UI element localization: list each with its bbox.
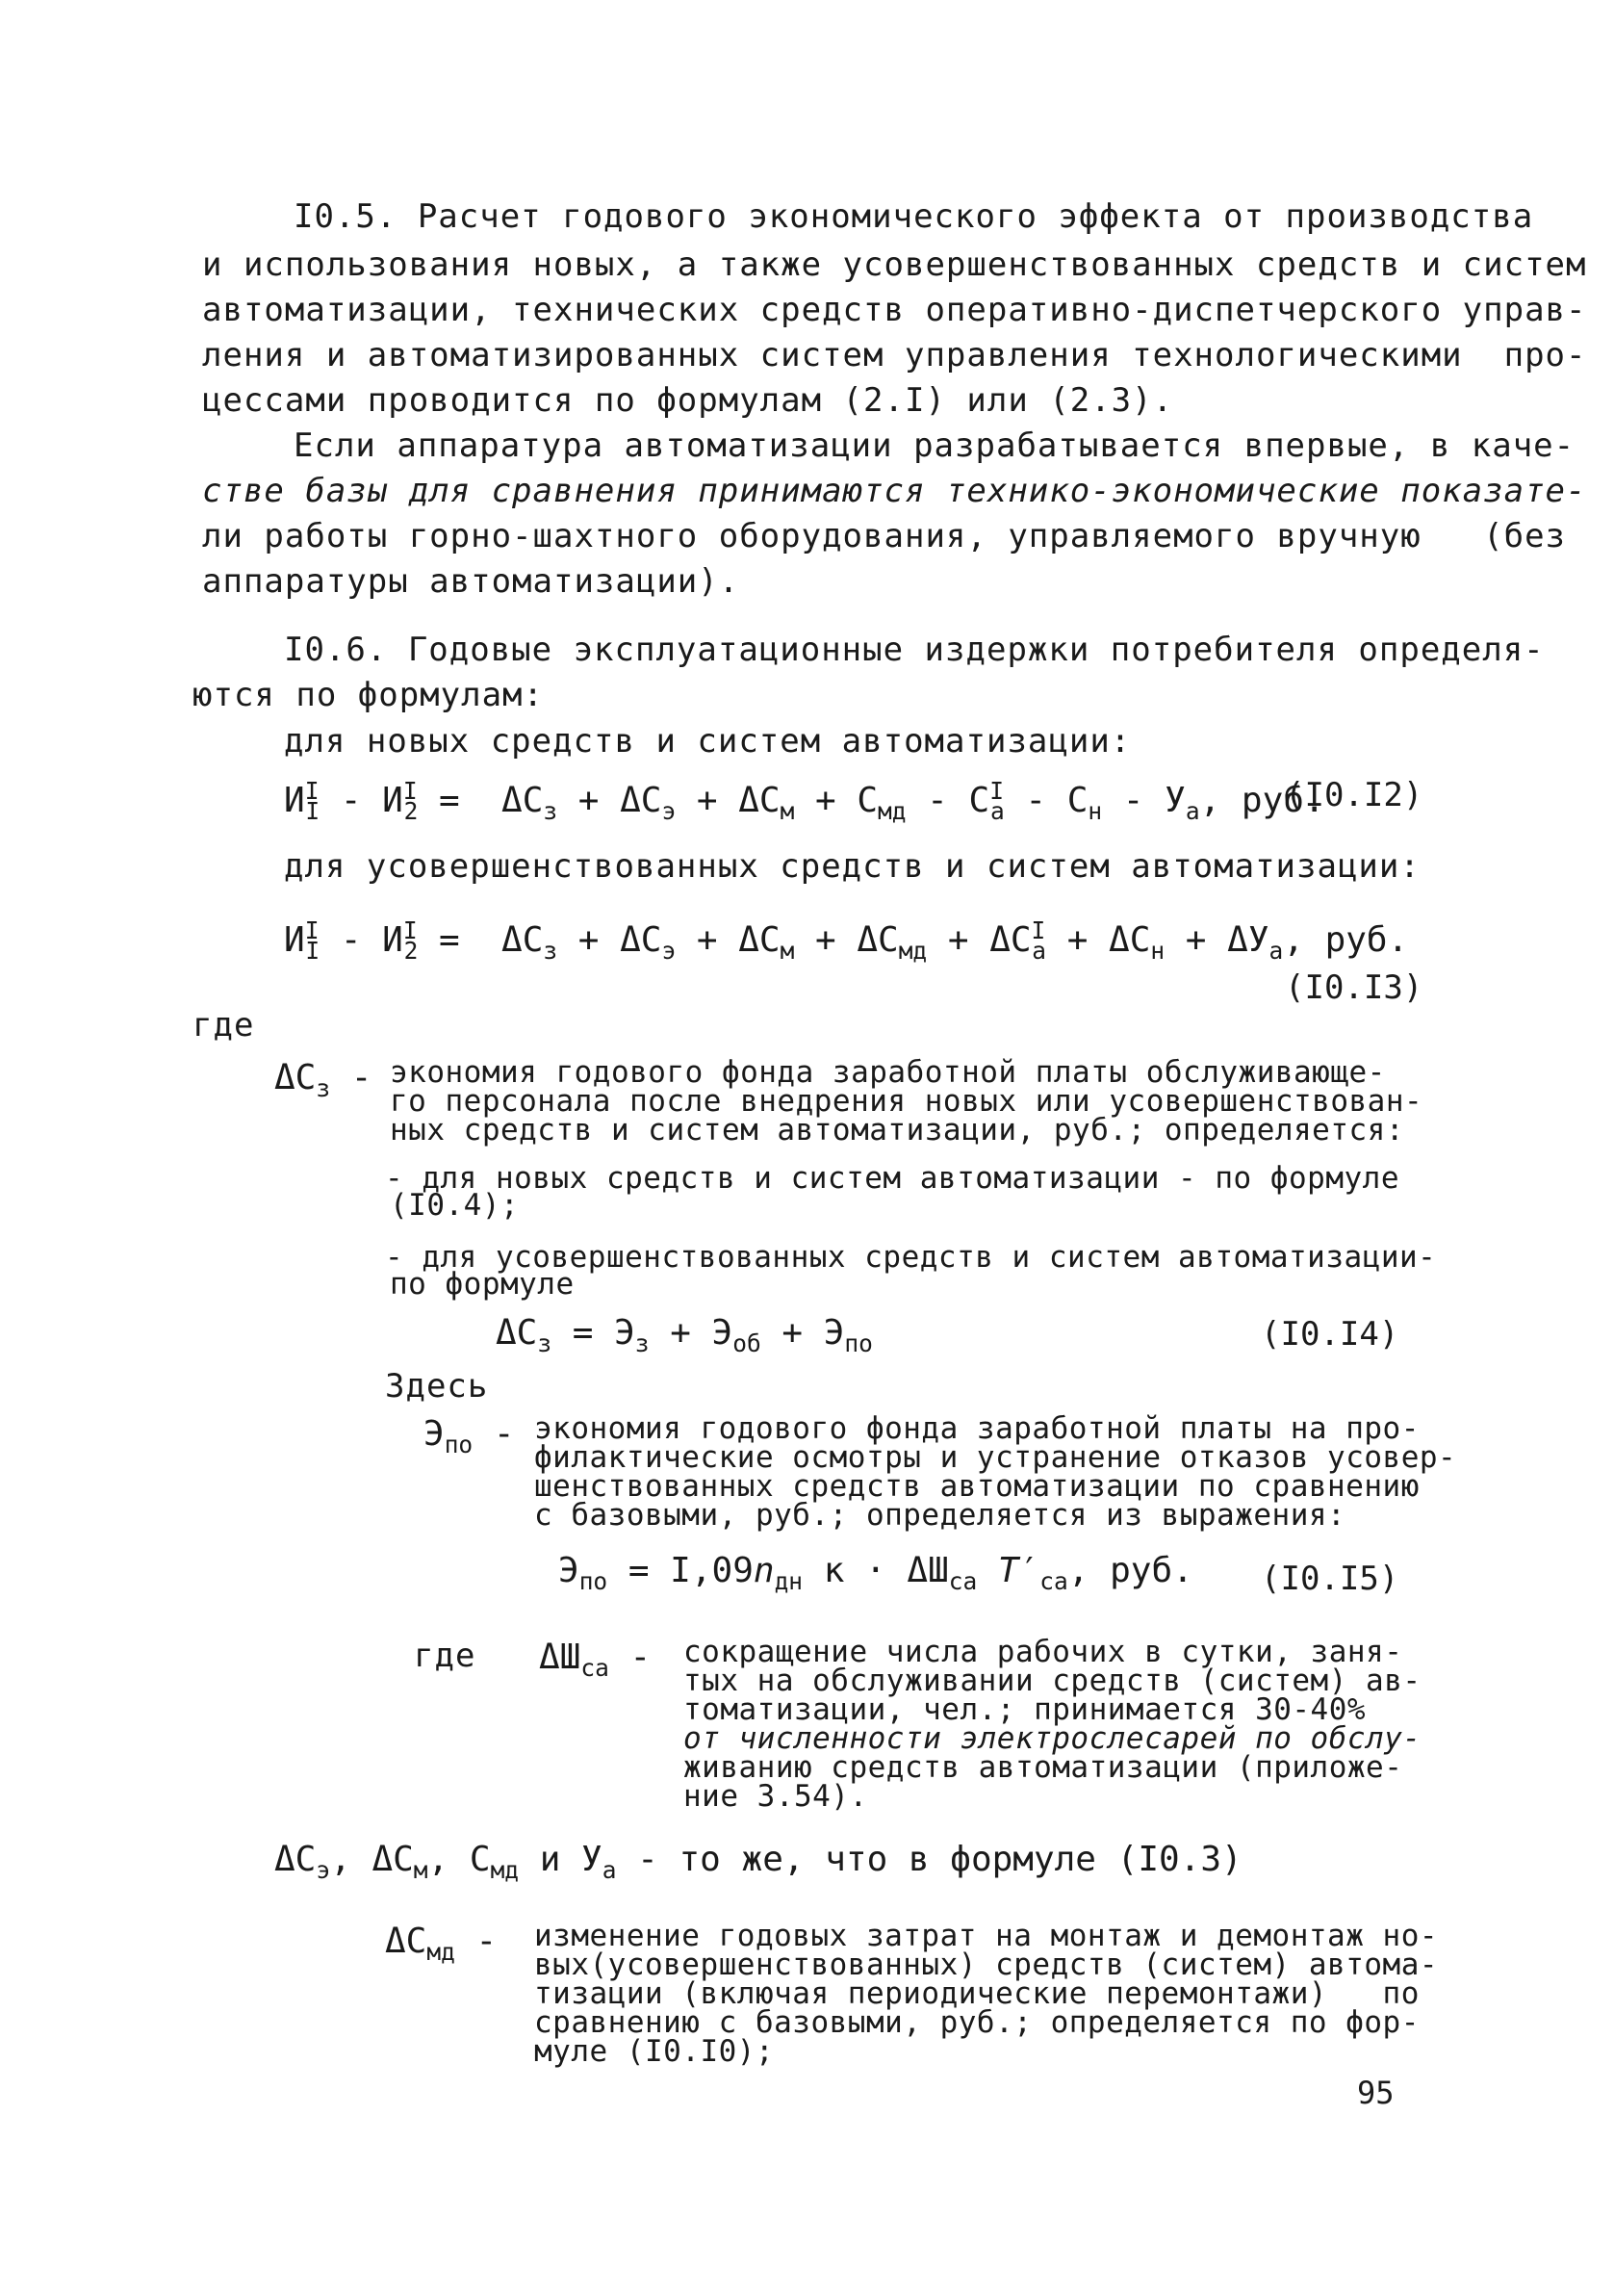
delta-shsa-def-line-5: живанию средств автоматизации (приложе- [683,1750,1403,1785]
delta-cz-def-line-3: ных средств и систем автоматизации, руб.; определяется: [390,1113,1404,1148]
delta-cz-def-line-2: го персонала после внедрения новых или усовершенствован- [390,1084,1423,1119]
formula-10-13-number: (I0.I3) [1285,968,1423,1007]
delta-cz-improved-line-2: по формуле [390,1267,575,1302]
delta-shsa-def-line-4: от численности электрослесарей по обслу- [683,1721,1422,1756]
apparatus-para-line-2: стве базы для сравнения принимаются технико-экономические показате- [202,472,1587,510]
page-number: 95 [1357,2075,1395,2111]
epo-symbol: $Э_{по}$ - [423,1414,515,1459]
formula-10-12: $И^I_I - И^I_2 = \Delta С_з + \Delta С_э + \Delta С_м + С_{мд} - С^I_а - С_н - У_а$, руб. [284,777,1325,826]
section-10-6-line-2: ются по формулам: [192,676,544,714]
epo-def-line-4: с базовыми, руб.; определяется из выражения: [534,1498,1346,1533]
delta-cmd-def-line-5: муле (I0.I0); [534,2034,775,2069]
section-10-5-line-4: ления и автоматизированных систем управления технологическими про- [202,336,1587,374]
delta-shsa-symbol: $\Delta Ш_{са}$ - [539,1638,652,1683]
formula-10-15: $Э_{по} = I,09n_{дн}$ $к \cdot \Delta Ш_{са}$ $T'_{са}$, руб. [558,1551,1193,1596]
section-10-5-line-3: автоматизации, технических средств оперативно-диспетчерского управ- [202,291,1587,329]
delta-shsa-def-line-1: сокращение числа рабочих в сутки, заня- [683,1635,1403,1669]
section-10-5-line-5: цессами проводится по формулам (2.I) или (2.3). [202,381,1174,420]
section-10-5-line-2: и использования новых, а также усовершенствованных средств и систем [202,245,1587,284]
new-means-label: для новых средств и систем автоматизации: [284,722,1132,761]
apparatus-para-line-4: аппаратуры автоматизации). [202,562,740,601]
delta-cmd-def-line-4: сравнению с базовыми, руб.; определяется по фор- [534,2005,1420,2040]
where-label: где [192,1006,255,1045]
delta-cmd-symbol: $\Delta С_{мд}$ - [385,1922,498,1967]
delta-shsa-def-line-3: томатизации, чел.; принимается 30-40% [683,1692,1367,1727]
formula-10-14-number: (I0.I4) [1261,1315,1399,1354]
delta-cz-improved-line-1: - для усовершенствованных средств и систем автоматизации- [385,1240,1437,1275]
formula-10-14: $\Delta С_з = Э_з + Э_{об} + Э_{по}$ [496,1313,873,1358]
epo-def-line-3: шенствованных средств автоматизации по сравнению [534,1469,1420,1504]
delta-cmd-def-line-1: изменение годовых затрат на монтаж и демонтаж но- [534,1919,1439,1953]
delta-shsa-def-line-6: ние 3.54). [683,1779,868,1814]
formula-10-12-number: (I0.I2) [1285,776,1423,814]
formula-10-15-number: (I0.I5) [1261,1560,1399,1598]
section-10-6-line-1: I0.6. Годовые эксплуатационные издержки потребителя определя- [284,631,1545,669]
delta-cz-symbol: $\Delta С_з$ - [274,1058,372,1103]
delta-shsa-def-line-2: тых на обслуживании средств (систем) ав- [683,1664,1422,1698]
delta-cmd-def-line-2: вых(усовершенствованных) средств (систем) автома- [534,1948,1439,1982]
here-label: Здесь [385,1367,489,1406]
delta-cz-def-line-1: экономия годового фонда заработной платы обслуживающе- [390,1055,1386,1090]
epo-def-line-2: филактические осмотры и устранение отказов усовер- [534,1440,1457,1475]
epo-def-line-1: экономия годового фонда заработной платы на про- [534,1411,1420,1446]
delta-cz-new-line-1: - для новых средств и систем автоматизации - по формуле [385,1161,1399,1196]
where-label-2: где [414,1637,476,1675]
improved-means-label: для усовершенствованных средств и систем автоматизации: [284,847,1421,886]
apparatus-para-line-1: Если аппаратура автоматизации разрабатывается впервые, в каче- [294,426,1576,465]
same-as-line: $\Delta С_э$, $\Delta С_м$, $С_{мд}$ и $У_а$ - то же, что в формуле (I0.3) [274,1840,1243,1885]
formula-10-13: $И^I_I - И^I_2 = \Delta С_з + \Delta С_э + \Delta С_м + \Delta С_{мд} + \Delta С^I_а + \Delta С_н + \Delta У_а$, руб. [284,916,1409,966]
delta-cz-new-line-2: (I0.4); [390,1188,520,1223]
delta-cmd-def-line-3: тизации (включая периодические перемонтажи) по [534,1976,1420,2011]
apparatus-para-line-3: ли работы горно-шахтного оборудования, управляемого вручную (без [202,517,1567,555]
section-10-5-line-1: I0.5. Расчет годового экономического эффекта от производства [294,197,1534,236]
